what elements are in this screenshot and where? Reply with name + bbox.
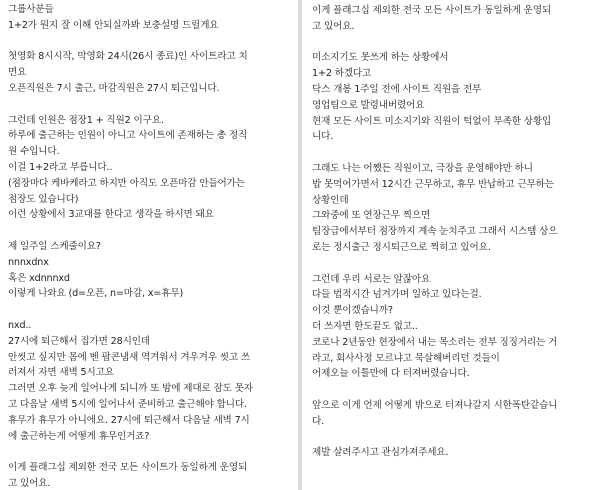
right-line: 다들 법적시간 넘겨가며 일하고 있다는걸. [312,289,482,301]
left-line [8,97,294,113]
left-line: 면요 [8,67,27,79]
right-line [312,382,596,398]
right-line: 1+2 하겠다고 [312,68,372,80]
right-line [312,256,596,272]
left-text-body [8,2,294,490]
right-line: 팀장급에서부터 점장까지 계속 눈치주고 그래서 시스템 상으 [312,226,558,238]
right-line: 상황인데 [312,194,349,206]
right-line: 코로나 2년동안 현장에서 내는 목소리는 전부 징징거리는 거 [312,336,558,348]
left-line: (점장마다 케바케라고 하지만 아직도 오픈마감 안들어가는 [8,177,245,189]
left-line: 이게 플래그십 제외한 전국 모든 사이트가 동일하게 운영되 [8,462,248,474]
left-line: 1+2가 뭔지 잘 이해 안되실까봐 보충설명 드릴게요 [8,19,219,31]
right-line: 그래도 나는 어쨌든 직원이고, 극장을 운영해야만 하니 [312,162,533,174]
left-line: 그룹사분들 [8,4,54,15]
right-line [312,430,596,446]
left-line: 첫영화 8시시작, 막영화 24시(26시 종료)인 사이트라고 치 [8,51,248,63]
right-line: 로는 정시출근 정시퇴근으로 찍히고 있어요. [312,241,491,253]
right-line: 앞으로 이게 언제 어떻게 밖으로 터져나갈지 시한폭탄같습니 [312,399,558,411]
left-line [8,444,294,460]
left-line: 러져서 자면 새벽 5시고요 [8,367,114,379]
left-line: nxd.. [8,319,32,331]
left-line: 고 다음날 새벽 5시에 일어나서 준비하고 출근해야 합니다. [8,398,247,410]
right-line: 현재 모든 사이트 미소지기와 직원이 턱없이 부족한 상황입 [312,115,552,127]
left-line: 그런데 인원은 점장1 + 직원2 이구요. [8,114,164,126]
right-line [312,145,596,161]
left-line [8,302,294,318]
left-line: 오픈직원은 7시 출근, 마감직원은 27시 퇴근입니다. [8,82,220,94]
right-line: 밥 못먹어가면서 12시간 근무하고, 휴무 반납하고 근무하는 [312,178,554,190]
right-line: 영업팀으로 발령내버렸어요 [312,99,425,111]
right-line [312,35,596,51]
right-line: 미소지기도 못쓰게 하는 상황에서 [312,52,449,64]
left-line: 점장도 있습니다) [8,193,79,205]
right-line: 고 있어요. [312,20,355,32]
right-line: 더 쓰자면 한도끝도 없고.. [312,320,418,332]
left-line: 휴무가 휴무가 아니에요. 27시에 퇴근해서 다음날 새벽 7시 [8,414,250,426]
left-line: 안씻고 싶지만 몸에 벤 팝콘냄새 역겨워서 겨우겨우 씻고 쓰 [8,351,251,363]
left-text-panel [0,0,298,490]
left-line: 그러면 오후 늦게 일어나게 되니까 또 밤에 제대로 잠도 못자 [8,383,253,395]
left-line: nnnxdnx [8,256,49,268]
left-line: 에 출근하는게 어떻게 휴무인거죠? [8,430,150,442]
right-text-panel [302,0,600,490]
left-line: 이렇게 나와요 (d=오픈, n=마감, x=휴무) [8,288,184,300]
left-line: 27시에 퇴근해서 집가면 28시인데 [8,335,150,347]
right-text-body [312,3,596,461]
left-line [8,34,294,50]
left-line: 원 수입니다. [8,146,60,158]
left-line: 이걸 1+2라고 부릅니다.. [8,161,113,173]
right-line: 어제오늘 이틀만에 다 터져버렸습니다. [312,368,470,380]
left-line: 혹은 xdnnnxd [8,272,70,284]
right-line: 그런데 우리 서로는 알잖아요 [312,273,431,285]
left-line: 이런 상황에서 3교대를 한다고 생각을 하시면 돼요 [8,209,214,221]
left-line: 고 있어요. [8,477,51,489]
right-line: 니다. [312,131,334,143]
right-line: 그와중에 또 연장근무 찍으면 [312,210,431,222]
left-line: 하루에 출근하는 인원이 아니고 사이트에 존재하는 총 정직 [8,130,248,142]
right-line: 다. [312,415,325,427]
right-line: 이것 뿐이겠습니까? [312,305,393,317]
left-line: 제 일주일 스케줄이요? [8,240,101,252]
right-line: 라고, 회사사정 모르냐고 묵살해버리던 것들이 [312,352,500,364]
right-line: 이게 플래그십 제외한 전국 모든 사이트가 동일하게 운영되 [312,5,552,16]
right-line: 닥스 개봉 1주일 전에 사이트 직원을 전부 [312,83,482,95]
right-line: 제발 살려주시고 관심가져주세요. [312,447,449,459]
left-line [8,223,294,239]
